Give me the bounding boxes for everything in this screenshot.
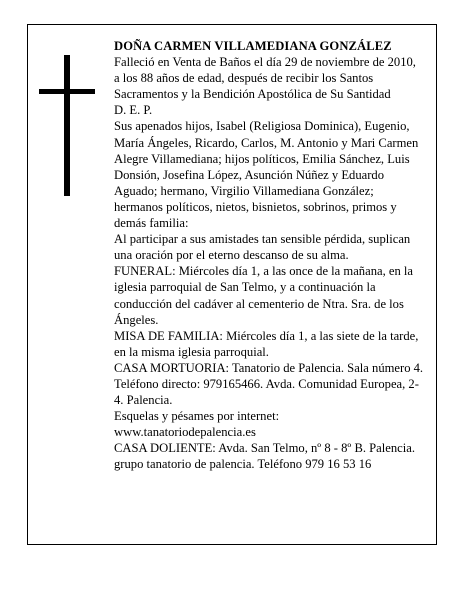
prayer-request: Al participar a sus amistades tan sensible pérdida, suplican una oración por el eterno descanso de su alma. xyxy=(114,232,411,263)
death-details: Falleció en Venta de Baños el día 29 de noviembre de 2010, a los 88 años de edad, después de recibir los Santos Sacramentos y la Bendición Apostólica de Su Santidad xyxy=(114,55,416,102)
funeral-info: FUNERAL: Miércoles día 1, a las once de la mañana, en la iglesia parroquial de San Telmo, y a continuación la conducción del cadáver al cementerio de Ntra. Sra. de los Ángeles. xyxy=(114,264,414,327)
cross-icon-bar xyxy=(39,89,95,94)
obituary-text xyxy=(114,38,424,473)
website-link[interactable]: www.tanatoriodepalencia.es xyxy=(114,425,256,440)
mortuary-info: CASA MORTUORIA: Tanatorio de Palencia. Sala número 4. Teléfono directo: 979165466. Avda. Comunidad Europea, 2-4. Palencia. xyxy=(114,360,424,408)
internet-label: Esquelas y pésames por internet: xyxy=(114,409,280,424)
footer-line: grupo tanatorio de palencia. Teléfono 979 16 53 16 xyxy=(114,457,372,472)
family-list: Sus apenados hijos, Isabel (Religiosa Dominica), Eugenio, María Ángeles, Ricardo, Carlos, M. Antonio y Mari Carmen Alegre Villamediana; hijos políticos, Emilia Sánchez, Luis Donsión, Josefina López, Asunción Núñez y Eduardo Aguado; hermano, Virgilio Villamediana González; hermanos políticos, nietos, bisnietos, sobrinos, primos y demás familia: xyxy=(114,119,419,231)
deceased-name: DOÑA CARMEN VILLAMEDIANA GONZÁLEZ xyxy=(114,39,392,53)
dep-line: D. E. P. xyxy=(114,103,153,118)
cross-icon xyxy=(64,55,70,196)
family-mass-info: MISA DE FAMILIA: Miércoles día 1, a las siete de la tarde, en la misma iglesia parroquial. xyxy=(114,328,419,359)
home-address: CASA DOLIENTE: Avda. San Telmo, nº 8 - 8º B. Palencia. xyxy=(114,441,415,456)
